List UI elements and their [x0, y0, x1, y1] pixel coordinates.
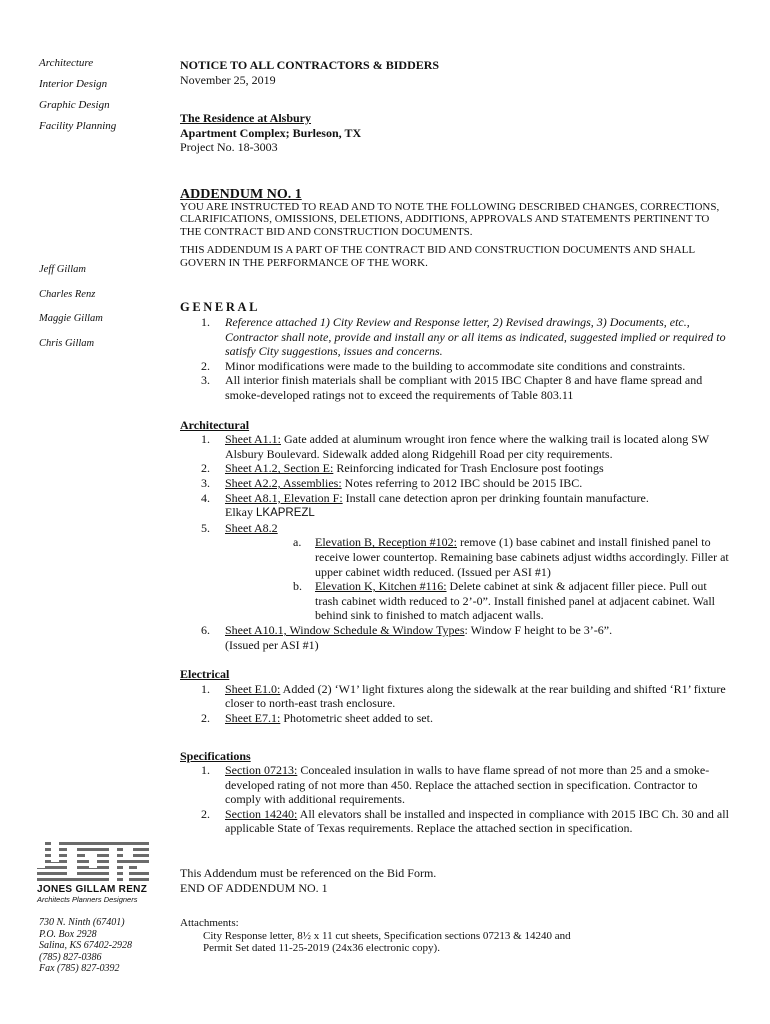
main-content	[180, 58, 730, 955]
architectural-heading: Architectural	[180, 417, 250, 432]
address-line: (785) 827-0386	[39, 951, 102, 963]
addendum-intro: YOU ARE INSTRUCTED TO READ AND TO NOTE THE FOLLOWING DESCRIBED CHANGES, CORRECTIONS, CLARIFICATIONS, OMISSIONS, DELETIONS, ADDITIONS, APPROVALS AND STATEMENTS PERTINENT TO THE CONTRACT BID AND CONSTRUCTION DOCUMENTS.	[180, 200, 720, 238]
sheet-reference: Sheet A10.1, Window Schedule & Window Types	[225, 622, 465, 637]
item-text: Notes referring to 2012 IBC should be 2015 IBC.	[341, 476, 583, 490]
list-item	[180, 461, 730, 476]
electrical-list	[180, 682, 730, 726]
section-reference: Section 07213:	[225, 763, 298, 778]
attachments-label: Attachments:	[180, 917, 239, 930]
service-item: Facility Planning	[39, 120, 117, 132]
sheet-reference: Sheet A8.2	[225, 520, 278, 535]
attachments-line: Permit Set dated 11-25-2019 (24x36 electronic copy).	[203, 942, 440, 955]
section-reference: Section 14240:	[225, 806, 298, 821]
item-text: Added (2) ‘W1’ light fixtures along the sidewalk at the rear building and shifted ‘R1’ fixture closer to north-east trash enclosure.	[225, 681, 726, 711]
item-text-continued: Elkay	[225, 505, 256, 520]
sub-list	[225, 535, 730, 623]
item-number: 2.	[201, 358, 210, 373]
item-number: 1.	[201, 763, 210, 778]
item-number: 2.	[201, 461, 210, 476]
principal-name: Maggie Gillam	[39, 313, 103, 324]
list-item	[180, 476, 730, 491]
item-number: 1.	[201, 315, 210, 330]
sheet-reference: Sheet A8.1, Elevation F:	[225, 490, 343, 505]
list-item	[180, 763, 730, 807]
sub-item-letter: a.	[293, 535, 302, 550]
principal-name: Chris Gillam	[39, 337, 95, 349]
address-line: Fax (785) 827-0392	[39, 963, 120, 974]
addendum-title	[180, 188, 730, 201]
item-number: 4.	[201, 490, 210, 505]
architectural-list	[180, 432, 730, 652]
sheet-reference: Sheet A1.2, Section E:	[225, 461, 334, 476]
item-number: 2.	[201, 806, 210, 821]
project-number: Project No. 18-3003	[180, 140, 278, 155]
sub-list-item	[270, 535, 730, 579]
item-number: 3.	[201, 476, 210, 490]
list-item	[180, 359, 730, 374]
sub-item-letter: b.	[293, 579, 302, 594]
service-item: Interior Design	[39, 78, 108, 90]
project-name: The Residence at Alsbury	[180, 111, 312, 126]
item-text: All interior finish materials shall be compliant with 2015 IBC Chapter 8 and have flame spread and smoke-developed ratings not to exceed the requirements of Table 803.11	[225, 373, 703, 403]
item-number: 6.	[201, 622, 210, 637]
project-subtitle: Apartment Complex; Burleson, TX	[180, 125, 362, 140]
item-text-continued: (Issued per ASI #1)	[225, 637, 319, 652]
notice-date: November 25, 2019	[180, 72, 276, 87]
addendum-title-text: ADDENDUM NO. 1	[180, 186, 302, 202]
notice-heading: NOTICE TO ALL CONTRACTORS & BIDDERS	[180, 58, 440, 72]
item-text: : Window F height to be 3’-6”.	[464, 622, 613, 637]
list-item	[180, 491, 730, 521]
specifications-heading: Specifications	[180, 748, 251, 763]
list-item	[180, 623, 730, 652]
firm-address	[39, 917, 132, 975]
item-text: Reinforcing indicated for Trash Enclosure post footings	[333, 461, 604, 476]
item-text: Concealed insulation in walls to have flame spread of not more than 25 and a smoke-developed rating of not more than 450. Replace the attached section in specification. Contractor to comply with additional requirements.	[225, 763, 710, 807]
sub-item-text: remove (1) base cabinet and install finished panel to receive lower countertop. Remaining base cabinets adjust widths accordingly. Filler at upper cabinet width reduced. (Issued per ASI #1)	[315, 535, 729, 579]
list-item	[180, 432, 730, 461]
general-list	[180, 315, 730, 403]
item-number: 5.	[201, 520, 210, 535]
list-item	[180, 521, 730, 623]
general-heading: GENERAL	[180, 300, 261, 315]
firm-name: JONES GILLAM RENZ	[37, 884, 148, 895]
addendum-statement: THIS ADDENDUM IS A PART OF THE CONTRACT BID AND CONSTRUCTION DOCUMENTS AND SHALL GOVERN IN THE PERFORMANCE OF THE WORK.	[180, 244, 695, 269]
firm-logo	[37, 842, 157, 904]
item-number: 1.	[201, 432, 210, 447]
address-line: 730 N. Ninth (67401)	[39, 917, 125, 928]
jgr-monogram-icon	[37, 842, 149, 882]
list-item	[180, 807, 730, 836]
elevation-reference: Elevation B, Reception #102:	[315, 535, 457, 550]
list-item	[180, 682, 730, 711]
sheet-reference: Sheet E7.1:	[225, 710, 281, 725]
principal-name: Charles Renz	[39, 288, 96, 300]
firm-tagline: Architects Planners Designers	[37, 895, 138, 904]
sheet-reference: Sheet A1.1:	[225, 432, 281, 447]
model-number: LKAPREZL	[256, 507, 315, 520]
attachments-block	[180, 917, 730, 955]
item-number: 2.	[201, 710, 210, 725]
list-item	[180, 373, 730, 402]
footer-block	[180, 866, 730, 895]
item-number: 3.	[201, 373, 210, 388]
principals-list	[39, 263, 103, 361]
service-item: Architecture	[39, 57, 94, 69]
specifications-list	[180, 763, 730, 836]
sheet-reference: Sheet E1.0:	[225, 681, 281, 696]
sub-list-item	[270, 579, 730, 623]
item-text: Install cane detection apron per drinking fountain manufacture.	[342, 490, 649, 505]
electrical-heading: Electrical	[180, 667, 230, 682]
list-item	[180, 711, 730, 726]
services-list	[39, 56, 116, 140]
item-text: Photometric sheet added to set.	[280, 710, 433, 725]
address-line: P.O. Box 2928	[39, 928, 97, 940]
sheet-reference: Sheet A2.2, Assemblies:	[225, 476, 342, 490]
address-line: Salina, KS 67402-2928	[39, 940, 133, 951]
principal-name: Jeff Gillam	[39, 264, 86, 275]
attachments-line: City Response letter, 8½ x 11 cut sheets, Specification sections 07213 & 14240 and	[203, 929, 571, 942]
item-text: All elevators shall be installed and inspected in compliance with 2015 IBC Ch. 30 and all applicable State of Texas requirements. Replace the attached section in specification.	[225, 806, 729, 836]
item-text: Minor modifications were made to the building to accommodate site conditions and constraints.	[225, 358, 686, 373]
item-number: 1.	[201, 681, 210, 696]
bid-form-note: This Addendum must be referenced on the Bid Form.	[180, 866, 437, 881]
service-item: Graphic Design	[39, 99, 110, 111]
end-of-addendum: END OF ADDENDUM NO. 1	[180, 880, 328, 895]
list-item	[180, 315, 730, 359]
item-text: Reference attached 1) City Review and Response letter, 2) Revised drawings, 3) Documents, etc., Contractor shall note, provide and install any or all items as indicated, suggested implied or required to satisfy City suggestions, issues and concerns.	[225, 315, 726, 359]
elevation-reference: Elevation K, Kitchen #116:	[315, 579, 447, 594]
item-text: Gate added at aluminum wrought iron fence where the walking trail is located along SW Alsbury Boulevard. Sidewalk added along Ridgehill Road per city requirements.	[225, 432, 709, 461]
sub-item-text: Delete cabinet at sink & adjacent filler piece. Pull out trash cabinet width reduced to 2’-0”. Install finished panel at adjacent cabinet. Wall behind sink to finished to match adjacent walls.	[315, 579, 715, 623]
